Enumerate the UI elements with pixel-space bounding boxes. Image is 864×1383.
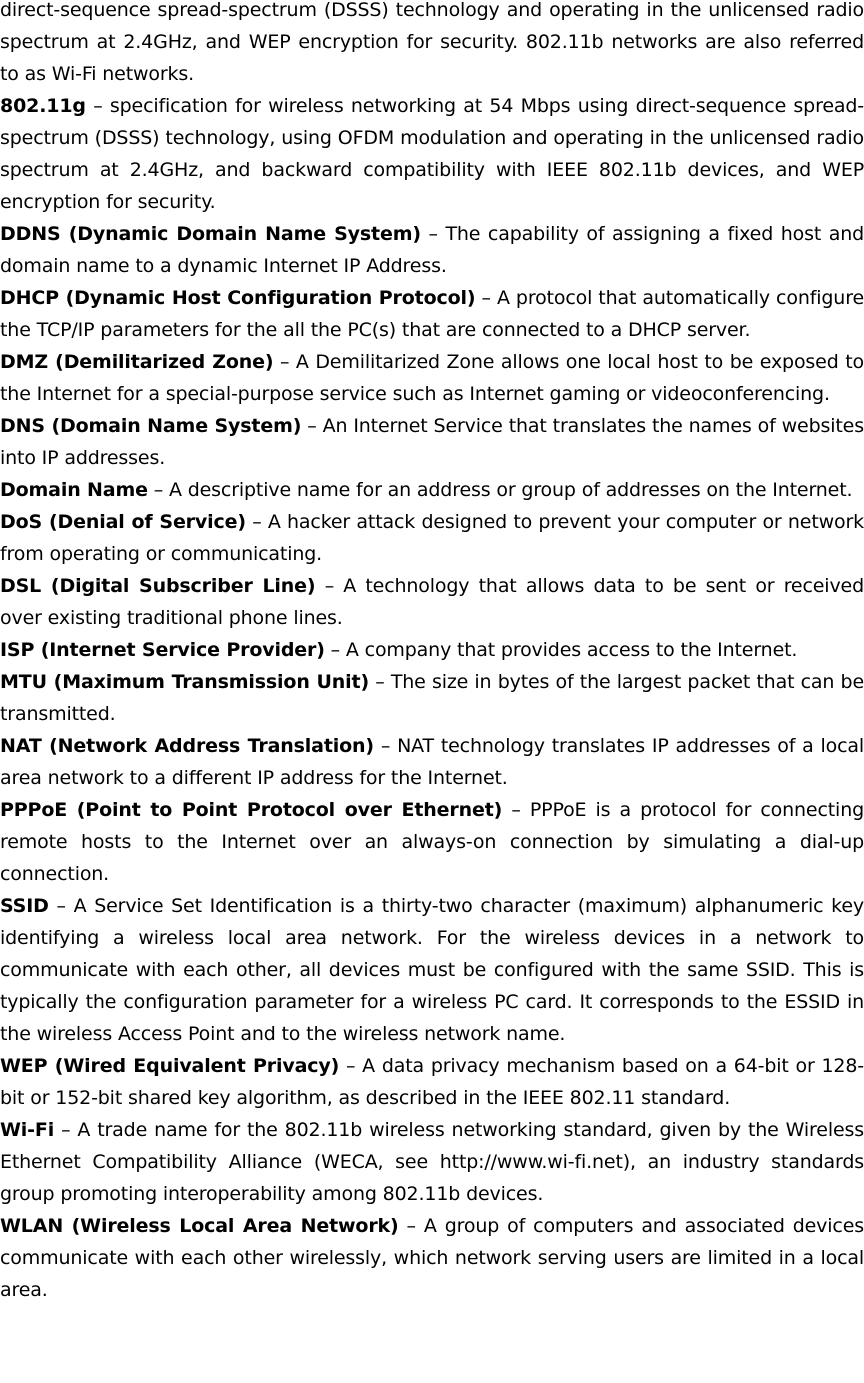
glossary-term: WEP (Wired Equivalent Privacy) — [0, 1055, 340, 1077]
term-separator: – — [273, 351, 296, 373]
glossary-entry-continuation — [0, 0, 864, 90]
glossary-definition: PPPoE is a protocol for connecting remote hosts to the Internet over an always-on connection by simulating a dial-up connection. — [0, 799, 864, 885]
term-separator: – — [54, 1119, 78, 1141]
glossary-term: 802.11g — [0, 95, 86, 117]
glossary-term: PPPoE (Point to Point Protocol over Ethernet) — [0, 799, 503, 821]
glossary-entry-domain-name — [0, 474, 864, 506]
term-separator: – — [502, 799, 530, 821]
glossary-definition: A Demilitarized Zone allows one local host to be exposed to the Internet for a special-purpose service such as Internet gaming or videoconferencing. — [0, 351, 864, 405]
glossary-definition: The size in bytes of the largest packet that can be transmitted. — [0, 671, 864, 725]
term-separator: – — [301, 415, 323, 437]
glossary-term: DDNS (Dynamic Domain Name System) — [0, 223, 421, 245]
glossary-definition: The capability of assigning a fixed host and domain name to a dynamic Internet IP Address. — [0, 223, 864, 277]
glossary-entry-nat — [0, 730, 864, 794]
glossary-entry-wep — [0, 1050, 864, 1114]
glossary-definition: A group of computers and associated devices communicate with each other wirelessly, which network serving users are limited in a local area. — [0, 1215, 864, 1301]
glossary-entry-dns — [0, 410, 864, 474]
glossary-entry-wlan — [0, 1210, 864, 1306]
term-separator: – — [48, 895, 74, 917]
glossary-entry-mtu — [0, 666, 864, 730]
glossary-definition: NAT technology translates IP addresses of a local area network to a different IP address for the Internet. — [0, 735, 864, 789]
glossary-term: DHCP (Dynamic Host Configuration Protocol) — [0, 287, 476, 309]
glossary-term: NAT (Network Address Translation) — [0, 735, 374, 757]
glossary-term: WLAN (Wireless Local Area Network) — [0, 1215, 399, 1237]
glossary-definition: direct-sequence spread-spectrum (DSSS) technology and operating in the unlicensed radio spectrum at 2.4GHz, and WEP encryption for security. 802.11b networks are also referred to as Wi-Fi networks. — [0, 0, 864, 85]
term-separator: – — [324, 639, 346, 661]
glossary-term: DSL (Digital Subscriber Line) — [0, 575, 316, 597]
glossary-term: DNS (Domain Name System) — [0, 415, 302, 437]
term-separator: – — [245, 511, 268, 533]
glossary-definition: A protocol that automatically configure the TCP/IP parameters for the all the PC(s) that are connected to a DHCP server. — [0, 287, 864, 341]
glossary-entry-dos — [0, 506, 864, 570]
term-separator: – — [369, 671, 391, 693]
glossary-term: DMZ (Demilitarized Zone) — [0, 351, 274, 373]
term-separator: – — [85, 95, 110, 117]
glossary-definition: A descriptive name for an address or group of addresses on the Internet. — [169, 479, 853, 501]
term-separator: – — [475, 287, 497, 309]
glossary-definition: A hacker attack designed to prevent your computer or network from operating or communicating. — [0, 511, 864, 565]
glossary-entry-dhcp — [0, 282, 864, 346]
glossary-term: ISP (Internet Service Provider) — [0, 639, 325, 661]
glossary-entry-dmz — [0, 346, 864, 410]
term-separator: – — [147, 479, 169, 501]
glossary-definition: A Service Set Identification is a thirty-two character (maximum) alphanumeric key identifying a wireless local area network. For the wireless devices in a network to communicate with each other, all devices must be configured with the same SSID. This is typically the configuration parameter for a wireless PC card. It corresponds to the ESSID in the wireless Access Point and to the wireless network name. — [0, 895, 864, 1045]
glossary-definition: A trade name for the 802.11b wireless networking standard, given by the Wireless Ethernet Compatibility Alliance (WECA, see http://www.wi-fi.net), an industry standards group promoting interoperability among 802.11b devices. — [0, 1119, 864, 1205]
glossary-definition: A data privacy mechanism based on a 64-bit or 128-bit or 152-bit shared key algorithm, as described in the IEEE 802.11 standard. — [0, 1055, 864, 1109]
glossary-definition: A technology that allows data to be sent or received over existing traditional phone lines. — [0, 575, 864, 629]
glossary-term: MTU (Maximum Transmission Unit) — [0, 671, 369, 693]
glossary-entry-80211g — [0, 90, 864, 218]
glossary-term: DoS (Denial of Service) — [0, 511, 246, 533]
glossary-term: Wi-Fi — [0, 1119, 55, 1141]
glossary-entry-ddns — [0, 218, 864, 282]
glossary-definition: An Internet Service that translates the names of websites into IP addresses. — [0, 415, 864, 469]
glossary-entry-ssid — [0, 890, 864, 1050]
term-separator: – — [339, 1055, 363, 1077]
glossary-term: SSID — [0, 895, 49, 917]
glossary-definition: A company that provides access to the Internet. — [345, 639, 798, 661]
glossary-entry-dsl — [0, 570, 864, 634]
term-separator: – — [420, 223, 446, 245]
glossary-definition: specification for wireless networking at 54 Mbps using direct-sequence spread-spectrum (DSSS) technology, using OFDM modulation and operating in the unlicensed radio spectrum at 2.4GHz, and backward compatibility with IEEE 802.11b devices, and WEP encryption for security. — [0, 95, 864, 213]
glossary-entry-wi-fi — [0, 1114, 864, 1210]
term-separator: – — [398, 1215, 424, 1237]
glossary-entry-isp — [0, 634, 864, 666]
term-separator: – — [373, 735, 398, 757]
term-separator: – — [315, 575, 344, 597]
glossary-entry-pppoe — [0, 794, 864, 890]
glossary-term: Domain Name — [0, 479, 148, 501]
